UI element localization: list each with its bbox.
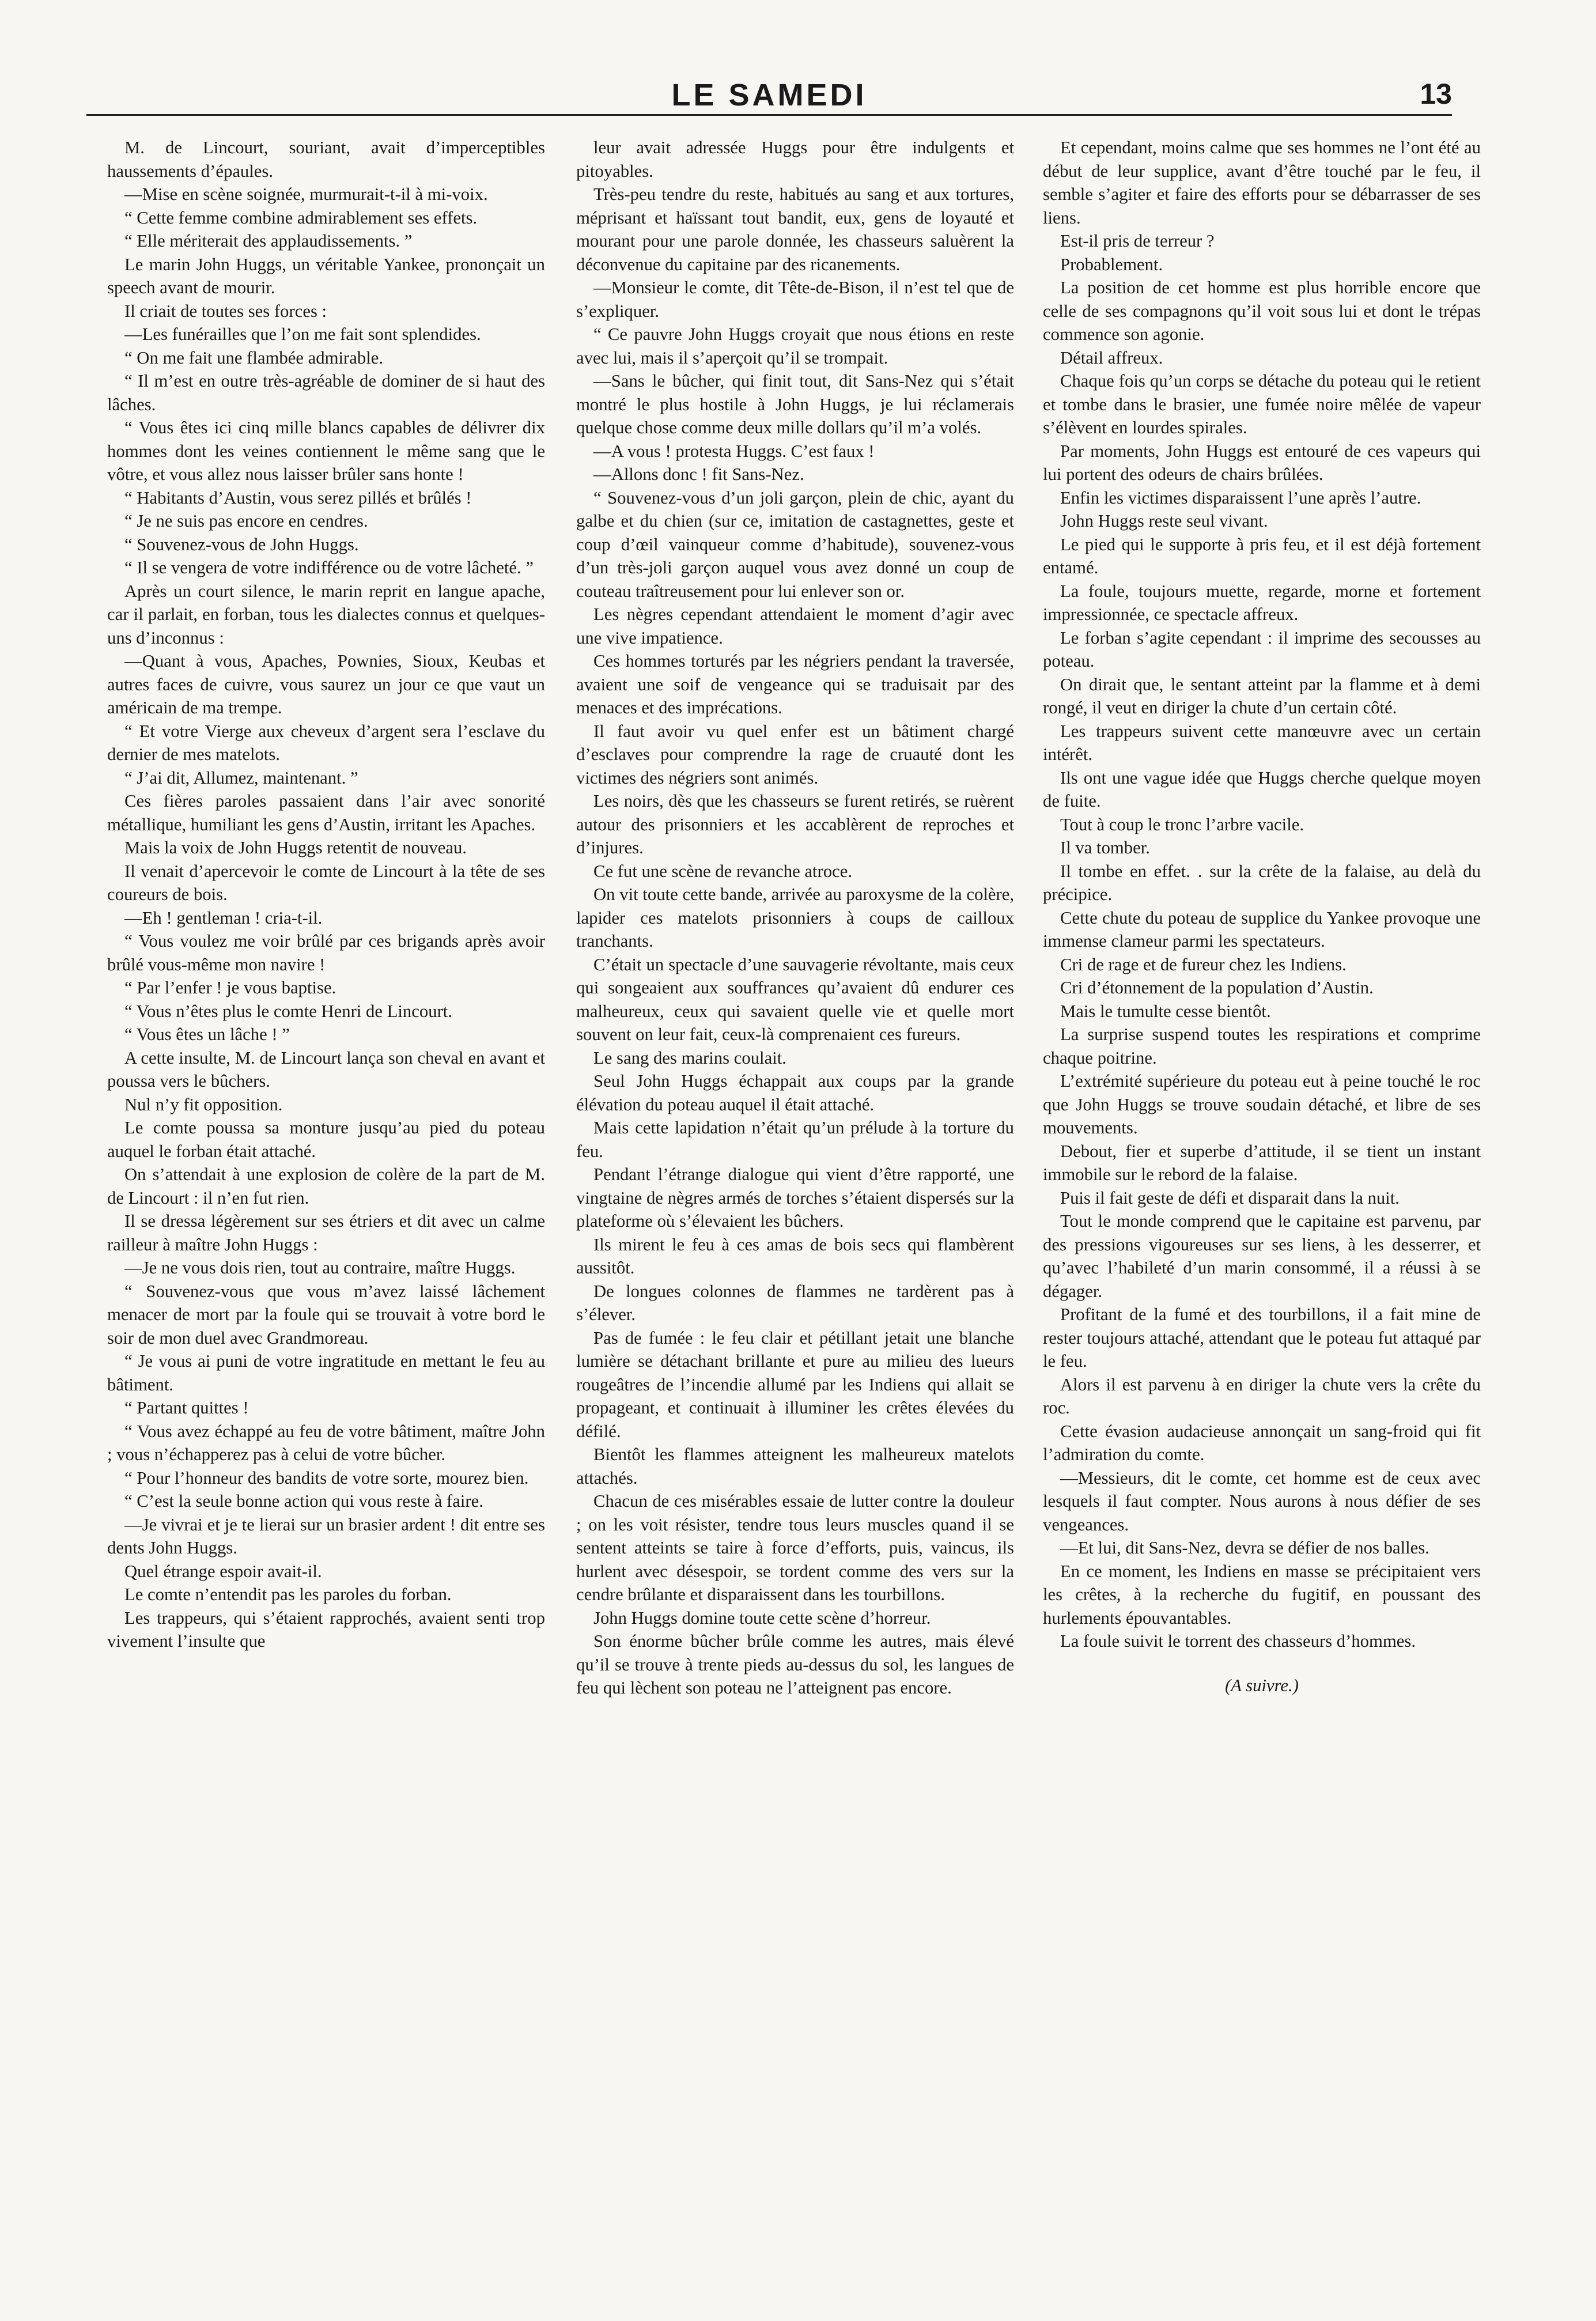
paragraph: Cette évasion audacieuse annonçait un sang-froid qui fit l’admiration du comte.	[1043, 1421, 1481, 1464]
paragraph: Il criait de toutes ses forces :	[124, 301, 327, 321]
paragraph: —Et lui, dit Sans-Nez, devra se défier de nos balles.	[1060, 1538, 1429, 1558]
paragraph: Enfin les victimes disparaissent l’une après l’autre.	[1060, 487, 1421, 508]
paragraph: Ils ont une vague idée que Huggs cherche quelque moyen de fuite.	[1043, 768, 1481, 811]
header-rule	[86, 114, 1452, 116]
paragraph: Cette chute du poteau de supplice du Yankee provoque une immense clameur parmi les spectateurs.	[1043, 908, 1481, 951]
paragraph: Le marin John Huggs, un véritable Yankee, prononçait un speech avant de mourir.	[107, 254, 545, 297]
paragraph: “ Vous avez échappé au feu de votre bâtiment, maître John ; vous n’échapperez pas à celui de votre bûcher.	[107, 1421, 545, 1464]
to-be-continued: (A suivre.)	[1225, 1675, 1299, 1695]
newspaper-title: LE SAMEDI	[671, 78, 867, 112]
paragraph: Cri d’étonnement de la population d’Austin.	[1060, 978, 1374, 997]
paragraph: Le comte poussa sa monture jusqu’au pied du poteau auquel le forban était attaché.	[107, 1118, 545, 1161]
paragraph: Tout à coup le tronc l’arbre vacile.	[1060, 814, 1304, 834]
paragraph: Ces fières paroles passaient dans l’air avec sonorité métallique, humiliant les gens d’Austin, irritant les Apaches.	[107, 791, 545, 834]
paragraph: Le comte n’entendit pas les paroles du forban.	[124, 1585, 452, 1604]
paragraph: “ J’ai dit, Allumez, maintenant. ”	[124, 768, 358, 788]
text-column-3	[1043, 136, 1481, 1697]
paragraph: Les trappeurs suivent cette manœuvre avec un certain intérêt.	[1043, 721, 1481, 764]
paragraph: “ Souvenez-vous d’un joli garçon, plein de chic, ayant du galbe et du chien (sur ce, imitation de castagnettes, geste et coup d’œil vainqueur comme d’habitude), souvenez-vous d’un très-joli garçon auquel vous avez donné un coup de couteau traîtreusement pour lui enlever son or.	[576, 487, 1014, 601]
paragraph: —Monsieur le comte, dit Tête-de-Bison, il n’est tel que de s’expliquer.	[576, 278, 1014, 321]
paragraph: “ Souvenez-vous que vous m’avez laissé lâchement menacer de mort par la foule qui se trouvait à votre bord le soir de mon duel avec Grandmoreau.	[107, 1281, 545, 1348]
paragraph: Après un court silence, le marin reprit en langue apache, car il parlait, en forban, tous les dialectes connus et quelques-uns d’inconnus :	[107, 581, 545, 648]
paragraph: Il se dressa légèrement sur ses étriers et dit avec un calme railleur à maître John Huggs :	[107, 1211, 545, 1254]
paragraph: —Eh ! gentleman ! cria-t-il.	[124, 908, 323, 928]
paragraph: Puis il fait geste de défi et disparait dans la nuit.	[1060, 1188, 1400, 1208]
paragraph: “ Je vous ai puni de votre ingratitude en mettant le feu au bâtiment.	[107, 1351, 545, 1394]
paragraph: “ Habitants d’Austin, vous serez pillés et brûlés !	[124, 487, 472, 508]
paragraph: La foule, toujours muette, regarde, morne et fortement impressionnée, ce spectacle affreux.	[1043, 581, 1481, 624]
paragraph: Quel étrange espoir avait-il.	[124, 1561, 322, 1581]
paragraph: L’extrémité supérieure du poteau eut à peine touché le roc que John Huggs se trouve soudain détaché, et libre de ses mouvements.	[1043, 1071, 1481, 1137]
paragraph: Ils mirent le feu à ces amas de bois secs qui flambèrent aussitôt.	[576, 1234, 1014, 1277]
paragraph: Cri de rage et de fureur chez les Indiens.	[1060, 954, 1347, 974]
paragraph: Nul n’y fit opposition.	[124, 1094, 283, 1114]
paragraph: —Je vivrai et je te lierai sur un brasier ardent ! dit entre ses dents John Huggs.	[107, 1514, 545, 1558]
paragraph: “ Il m’est en outre très-agréable de dominer de si haut des lâches.	[107, 371, 545, 414]
paragraph: Debout, fier et superbe d’attitude, il se tient un instant immobile sur le rebord de la falaise.	[1043, 1141, 1481, 1184]
paragraph: En ce moment, les Indiens en masse se précipitaient vers les crêtes, à la recherche du fugitif, en poussant des hurlements épouvantables.	[1043, 1561, 1481, 1628]
paragraph: Les trappeurs, qui s’étaient rapprochés, avaient senti trop vivement l’insulte que	[107, 1608, 545, 1651]
paragraph: Chacun de ces misérables essaie de lutter contre la douleur ; on les voit résister, tendre tous leurs muscles quand il se sentent atteints se taire à force d’efforts, puis, vaincus, ils hurlent avec désespoir, se tordent comme des vers sur la cendre brûlante et disparaissent dans les tourbillons.	[576, 1491, 1014, 1604]
paragraph: Est-il pris de terreur ?	[1060, 231, 1215, 251]
paragraph: —Sans le bûcher, qui finit tout, dit Sans-Nez qui s’était montré le plus hostile à John Huggs, je lui réclamerais quelque chose comme deux mille dollars qu’il m’a volés.	[576, 371, 1014, 437]
paragraph: Le forban s’agite cependant : il imprime des secousses au poteau.	[1043, 627, 1481, 671]
paragraph: “ C’est la seule bonne action qui vous reste à faire.	[124, 1491, 483, 1511]
paragraph: Probablement.	[1060, 254, 1163, 274]
paragraph: Très-peu tendre du reste, habitués au sang et aux tortures, méprisant et haïssant tout bandit, eux, gens de loyauté et mourant pour une parole donnée, les chasseurs saluèrent la déconvenue du capitaine par des ricanements.	[576, 184, 1014, 274]
paragraph: Profitant de la fumé et des tourbillons, il a fait mine de rester toujours attaché, attendant que le poteau fut attaqué par le feu.	[1043, 1305, 1481, 1371]
paragraph: Il tombe en effet. . sur la crête de la falaise, au delà du précipice.	[1043, 861, 1481, 904]
paragraph: “ Vous voulez me voir brûlé par ces brigands après avoir brûlé vous-même mon navire !	[107, 931, 545, 974]
paragraph: Seul John Huggs échappait aux coups par la grande élévation du poteau auquel il était attaché.	[576, 1071, 1014, 1114]
paragraph: Détail affreux.	[1060, 347, 1163, 368]
paragraph: John Huggs reste seul vivant.	[1060, 511, 1268, 531]
paragraph: “ Vous êtes ici cinq mille blancs capables de délivrer dix hommes dont les veines contiennent le même sang que le vôtre, et vous allez nous laisser brûler sans honte !	[107, 418, 545, 484]
paragraph: On dirait que, le sentant atteint par la flamme et à demi rongé, il veut en diriger la chute d’un certain côté.	[1043, 674, 1481, 717]
paragraph: —Allons donc ! fit Sans-Nez.	[593, 464, 804, 484]
paragraph: Par moments, John Huggs est entouré de ces vapeurs qui lui portent des odeurs de chairs brûlées.	[1043, 441, 1481, 484]
paragraph: La foule suivit le torrent des chasseurs d’hommes.	[1060, 1631, 1416, 1651]
paragraph: Les noirs, dès que les chasseurs se furent retirés, se ruèrent autour des prisonniers et les accablèrent de reproches et d’injures.	[576, 791, 1014, 857]
paragraph: Alors il est parvenu à en diriger la chute vers la crête du roc.	[1043, 1374, 1481, 1417]
paragraph: On vit toute cette bande, arrivée au paroxysme de la colère, lapider ces matelots prisonniers à coups de cailloux tranchants.	[576, 884, 1014, 951]
paragraph: La position de cet homme est plus horrible encore que celle de ses compagnons qu’il voit sous lui et dont le trépas commence son agonie.	[1043, 278, 1481, 344]
paragraph: “ Cette femme combine admirablement ses effets.	[124, 207, 478, 228]
paragraph: “ Partant quittes !	[124, 1398, 249, 1417]
paragraph: Bientôt les flammes atteignent les malheureux matelots attachés.	[576, 1445, 1014, 1488]
paragraph: Ce fut une scène de revanche atroce.	[593, 861, 852, 881]
paragraph: Le pied qui le supporte à pris feu, et il est déjà fortement entamé.	[1043, 534, 1481, 577]
paragraph: “ Vous êtes un lâche ! ”	[124, 1025, 290, 1044]
paragraph: Ces hommes torturés par les négriers pendant la traversée, avaient une soif de vengeance qui se traduisait par des menaces et des imprécations.	[576, 651, 1014, 717]
paragraph: Mais le tumulte cesse bientôt.	[1060, 1001, 1271, 1021]
paragraph: “ Je ne suis pas encore en cendres.	[124, 511, 368, 531]
paragraph: Mais cette lapidation n’était qu’un prélude à la torture du feu.	[576, 1118, 1014, 1161]
text-column-2	[576, 136, 1014, 1700]
paragraph: C’était un spectacle d’une sauvagerie révoltante, mais ceux qui songeaient aux souffrances qu’avaient dû endurer ces malheureux, ceux qui savaient quelle vie et quelle mort souvent on leur fait, ceux-là comprenaient ces fureurs.	[576, 954, 1014, 1044]
paragraph: Il va tomber.	[1060, 838, 1150, 857]
paragraph: —Je ne vous dois rien, tout au contraire, maître Huggs.	[124, 1258, 516, 1277]
paragraph: Mais la voix de John Huggs retentit de nouveau.	[124, 838, 467, 857]
paragraph: La surprise suspend toutes les respirations et comprime chaque poitrine.	[1043, 1025, 1481, 1068]
paragraph: —Les funérailles que l’on me fait sont splendides.	[124, 324, 481, 344]
paragraph: “ Vous n’êtes plus le comte Henri de Lincourt.	[124, 1001, 453, 1021]
paragraph: A cette insulte, M. de Lincourt lança son cheval en avant et poussa vers le bûchers.	[107, 1048, 545, 1091]
paragraph: Pendant l’étrange dialogue qui vient d’être rapporté, une vingtaine de nègres armés de torches s’étaient dispersés sur la plateforme où s’élevaient les bûchers.	[576, 1165, 1014, 1231]
paragraph: Chaque fois qu’un corps se détache du poteau qui le retient et tombe dans le brasier, une fumée noire mêlée de vapeur s’élèvent en lourdes spirales.	[1043, 371, 1481, 437]
paragraph: “ Ce pauvre John Huggs croyait que nous étions en reste avec lui, mais il s’aperçoit qu’il se trompait.	[576, 324, 1014, 368]
paragraph: Son énorme bûcher brûle comme les autres, mais élevé qu’il se trouve à trente pieds au-dessus du sol, les langues de feu qui lèchent son poteau ne l’atteignent pas encore.	[576, 1631, 1014, 1698]
paragraph: leur avait adressée Huggs pour être indulgents et pitoyables.	[576, 138, 1014, 181]
paragraph: Le sang des marins coulait.	[593, 1048, 786, 1068]
paragraph: M. de Lincourt, souriant, avait d’imperceptibles haussements d’épaules.	[107, 138, 545, 181]
paragraph: Il faut avoir vu quel enfer est un bâtiment chargé d’esclaves pour comprendre la rage de cruauté dont les victimes des négriers sont animés.	[576, 721, 1014, 788]
paragraph: Pas de fumée : le feu clair et pétillant jetait une blanche lumière se détachant brillante et pure au milieu des lueurs rougeâtres de l’incendie allumé par les Indiens qui allait se propageant, et continuait à illuminer les crêtes élevées du défilé.	[576, 1328, 1014, 1441]
paragraph: “ On me fait une flambée admirable.	[124, 347, 384, 368]
paragraph: “ Il se vengera de votre indifférence ou de votre lâcheté. ”	[124, 558, 534, 577]
page-number: 13	[1420, 78, 1452, 110]
paragraph: —Quant à vous, Apaches, Pownies, Sioux, Keubas et autres faces de cuivre, vous saurez un jour ce que vaut un américain de ma trempe.	[107, 651, 545, 717]
page-header	[86, 74, 1452, 114]
paragraph: Les nègres cependant attendaient le moment d’agir avec une vive impatience.	[576, 604, 1014, 648]
paragraph: “ Et votre Vierge aux cheveux d’argent sera l’esclave du dernier de mes matelots.	[107, 721, 545, 764]
paragraph: “ Souvenez-vous de John Huggs.	[124, 534, 359, 554]
paragraph: “ Pour l’honneur des bandits de votre sorte, mourez bien.	[124, 1468, 529, 1488]
paragraph: —A vous ! protesta Huggs. C’est faux !	[593, 441, 875, 461]
paragraph: —Messieurs, dit le comte, cet homme est de ceux avec lesquels il faut compter. Nous aurons à nous défier de ses vengeances.	[1043, 1468, 1481, 1534]
paragraph: On s’attendait à une explosion de colère de la part de M. de Lincourt : il n’en fut rien.	[107, 1165, 545, 1208]
paragraph: Et cependant, moins calme que ses hommes ne l’ont été au début de leur supplice, avant d’être touché par le feu, il semble s’agiter et faire des efforts pour se débarrasser de ses liens.	[1043, 138, 1481, 228]
paragraph: De longues colonnes de flammes ne tardèrent pas à s’élever.	[576, 1281, 1014, 1324]
paragraph: —Mise en scène soignée, murmurait-t-il à mi-voix.	[124, 184, 488, 204]
paragraph: “ Elle mériterait des applaudissements. ”	[124, 231, 413, 251]
paragraph: Il venait d’apercevoir le comte de Lincourt à la tête de ses coureurs de bois.	[107, 861, 545, 904]
paragraph: “ Par l’enfer ! je vous baptise.	[124, 978, 336, 997]
text-column-1	[107, 136, 545, 1653]
paragraph: John Huggs domine toute cette scène d’horreur.	[593, 1608, 931, 1628]
paragraph: Tout le monde comprend que le capitaine est parvenu, par des pressions vigoureuses sur ses liens, à les desserrer, et qu’avec l’habileté d’un marin consommé, il a réussi à se dégager.	[1043, 1211, 1481, 1301]
